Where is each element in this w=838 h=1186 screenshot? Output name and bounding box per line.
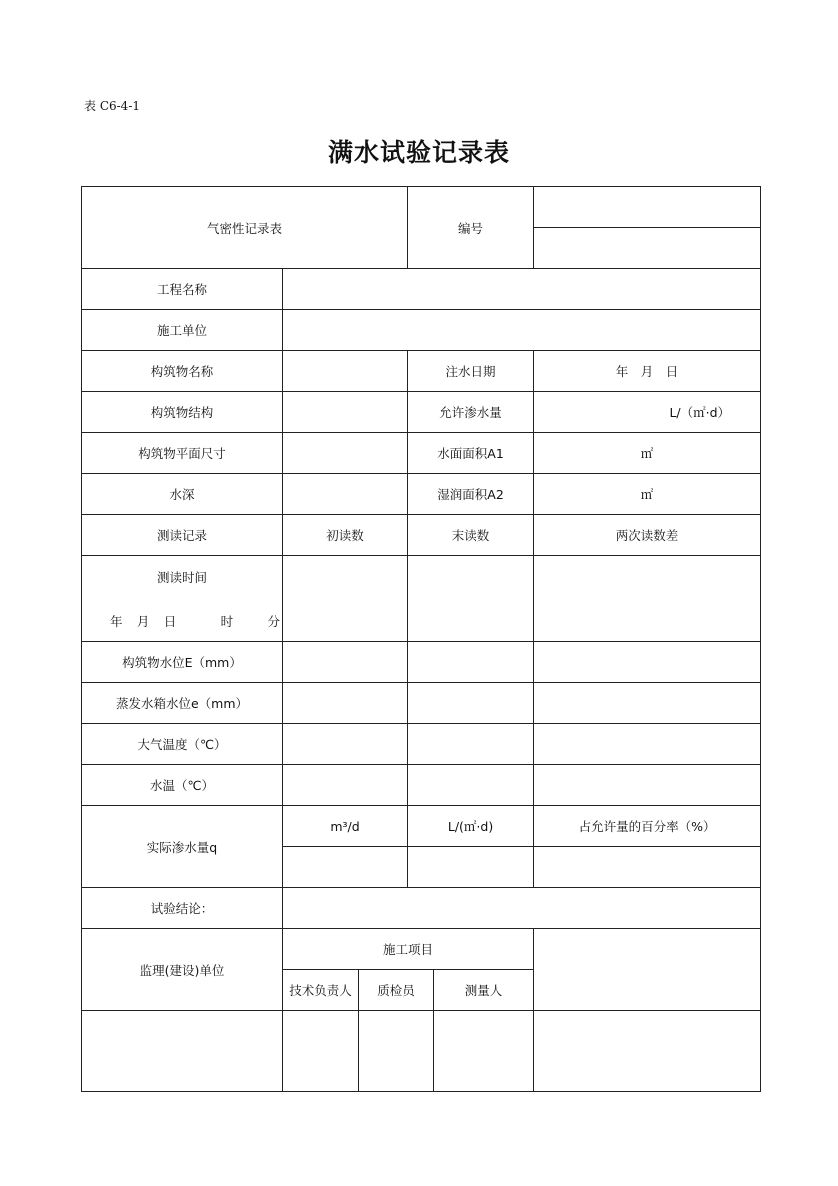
inspector-label: 质检员: [359, 970, 434, 1011]
info-label: 构筑物结构: [82, 392, 283, 433]
info-value2[interactable]: 年 月 日: [534, 351, 761, 392]
project-name-label: 工程名称: [82, 269, 283, 310]
info-label2: 水面面积A1: [408, 433, 534, 474]
technical-lead-signature-field[interactable]: [283, 1011, 359, 1092]
measure-field[interactable]: [408, 765, 534, 806]
measure-field[interactable]: [283, 765, 408, 806]
info-value2[interactable]: ㎡: [534, 474, 761, 515]
minute-label: 分: [267, 613, 280, 629]
supervisor-label: 监理(建设)单位: [82, 929, 283, 1011]
measure-field[interactable]: [283, 642, 408, 683]
actual-seepage-label: 实际渗水量q: [82, 806, 283, 888]
technical-lead-label: 技术负责人: [283, 970, 359, 1011]
info-label2: 湿润面积A2: [408, 474, 534, 515]
info-value2[interactable]: L/（㎡·d）: [534, 392, 761, 433]
seepage-lm2d-field[interactable]: [408, 847, 534, 888]
measure-field[interactable]: [408, 683, 534, 724]
hour-label: 时: [220, 613, 234, 629]
surveyor-label: 测量人: [434, 970, 534, 1011]
initial-time-field[interactable]: [283, 556, 408, 642]
day-label: 日: [163, 613, 177, 629]
seepage-m3d-field[interactable]: [283, 847, 408, 888]
reading-record-label: 测读记录: [82, 515, 283, 556]
conclusion-label: 试验结论：: [82, 888, 283, 929]
year-label: 年: [110, 613, 123, 629]
reading-time-label: [82, 556, 283, 642]
info-label: 构筑物名称: [82, 351, 283, 392]
measure-label: 水温（℃）: [82, 765, 283, 806]
extra-signature-field[interactable]: [534, 1011, 761, 1092]
measure-field[interactable]: [534, 642, 761, 683]
conclusion-field[interactable]: [283, 888, 761, 929]
measure-field[interactable]: [534, 683, 761, 724]
info-label2: 注水日期: [408, 351, 534, 392]
seepage-unit-m3d: m³/d: [283, 806, 408, 847]
info-field[interactable]: [283, 392, 408, 433]
construction-project-label: 施工项目: [283, 929, 534, 970]
info-label: 水深: [82, 474, 283, 515]
info-field[interactable]: [283, 474, 408, 515]
page-title: 满水试验记录表: [327, 138, 510, 167]
measure-label: 大气温度（℃）: [82, 724, 283, 765]
measure-field[interactable]: [534, 724, 761, 765]
info-value2[interactable]: ㎡: [534, 433, 761, 474]
inspector-signature-field[interactable]: [359, 1011, 434, 1092]
number-field-2[interactable]: [534, 228, 761, 269]
seepage-percent-field[interactable]: [534, 847, 761, 888]
difference-time-field[interactable]: [534, 556, 761, 642]
record-table: [81, 186, 761, 1092]
final-reading-header: 末读数: [408, 515, 534, 556]
reading-time-title: 测读时间: [156, 569, 207, 585]
record-name: 气密性记录表: [82, 187, 408, 269]
seepage-percent-label: 占允许量的百分率（%）: [534, 806, 761, 847]
info-field[interactable]: [283, 433, 408, 474]
measure-field[interactable]: [283, 724, 408, 765]
number-field-1[interactable]: [534, 187, 761, 228]
measure-label: 构筑物水位E（mm）: [82, 642, 283, 683]
construction-unit-label: 施工单位: [82, 310, 283, 351]
measure-field[interactable]: [408, 642, 534, 683]
measure-field[interactable]: [408, 724, 534, 765]
final-time-field[interactable]: [408, 556, 534, 642]
seepage-unit-lm2d: L/(㎡·d): [408, 806, 534, 847]
info-field[interactable]: [283, 351, 408, 392]
project-name-field[interactable]: [283, 269, 761, 310]
form-code: 表 C6-4-1: [84, 99, 141, 113]
measure-field[interactable]: [283, 683, 408, 724]
number-label: 编号: [408, 187, 534, 269]
info-label: 构筑物平面尺寸: [82, 433, 283, 474]
info-label2: 允许渗水量: [408, 392, 534, 433]
supervisor-signature-field[interactable]: [82, 1011, 283, 1092]
surveyor-signature-field[interactable]: [434, 1011, 534, 1092]
initial-reading-header: 初读数: [283, 515, 408, 556]
measure-label: 蒸发水箱水位e（mm）: [82, 683, 283, 724]
measure-field[interactable]: [534, 765, 761, 806]
blank-cell: [534, 929, 761, 1011]
construction-unit-field[interactable]: [283, 310, 761, 351]
difference-header: 两次读数差: [534, 515, 761, 556]
month-label: 月: [136, 613, 150, 629]
